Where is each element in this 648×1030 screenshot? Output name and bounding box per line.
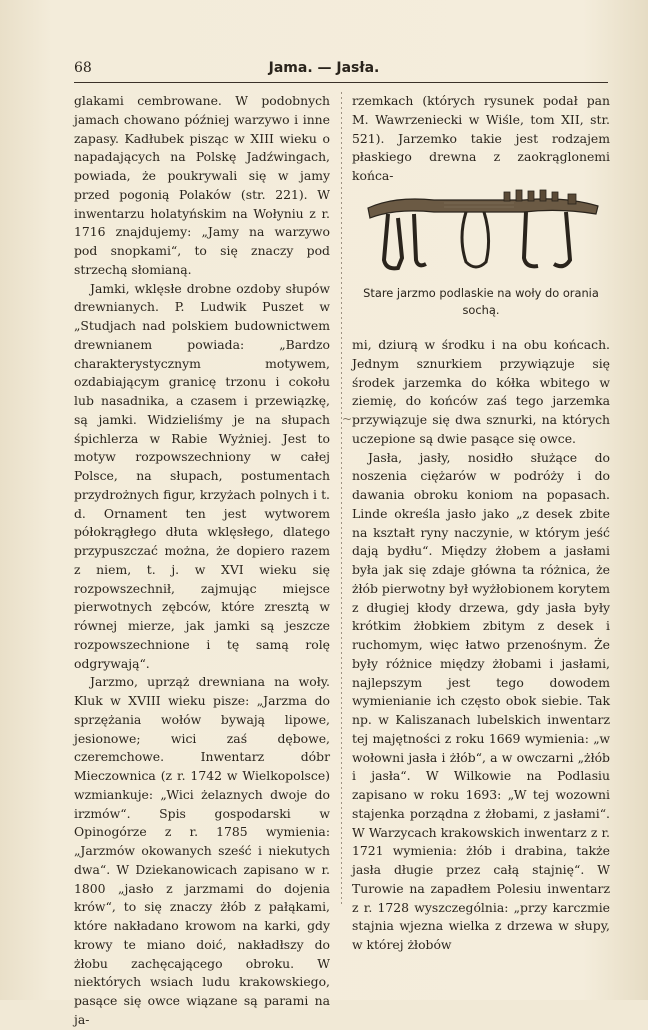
- column-divider: [341, 92, 342, 907]
- yoke-illustration: [354, 178, 608, 274]
- paragraph-jarzmo-end: mi, dziurą w środku i na obu końcach. Jednym sznurkiem przywiązuje się środek jarzemka do kółka wbitego w ziemię, do końców zaś tego jarzemka przywiązuje się dwa sznurki, na których uczepione są dwie pasące się owce.: [352, 337, 610, 446]
- running-title: Jama. — Jasła.: [268, 60, 380, 76]
- paragraph-jarzmo-cont: rzemkach (których rysunek podał pan M. Wawrzeniecki w Wiśle, tom XII, str. 521). Jarzemko takie jest rodzajem płaskiego drewna z zaokrąglonemi końca-: [352, 93, 610, 183]
- page-number: 68: [74, 60, 92, 76]
- margin-mark: ~: [342, 412, 353, 426]
- paragraph-jama-cont: glakami cembrowane. W podobnych jamach chowano później warzywo i inne zapasy. Kadłubek pisząc w XIII wieku o napadających na Polskę Jadźwingach, powiada, że poukrywali się w jamy przed pogonią Polaków (str. 221). W inwentarzu holatyńskim na Wołyniu z r. 1716 znajdujemy: „Jamy na warzywo pod snopkami“, to się znaczy pod strzechą słomianą.: [74, 93, 330, 277]
- paragraph-jarzmo: Jarzmo, uprząż drewniana na woły. Kluk w XVIII wieku pisze: „Jarzma do sprzężania wołów bywają lipowe, jesionowe; wici zaś dębowe, czeremchowe. Inwentarz dóbr Mieczownica (z r. 1742 w Wielkopolsce) wzmiankuje: „Wici żelaznych dwoje do irzmów“. Spis gospodarski w Opinogórze z r. 1785 wymienia: „Jarzmów okowanych sześć i niekutych dwa“. W Dziekanowicach zapisano w r. 1800 „jasło z jarzmami do dojenia krów“, to się znaczy żłób z pałąkami, które nakładano krowom na karki, gdy krowy te miano doić, nakładłszy do żłobu zachęcającego obroku. W niektórych wsiach ludu krakowskiego, pasące się owce wiązane są parami na ja-: [74, 674, 330, 1027]
- right-column: [352, 336, 610, 955]
- figure-caption: Stare jarzmo podlaskie na woły do orania sochą.: [363, 286, 599, 317]
- right-column-top: [352, 92, 610, 186]
- left-column: [74, 92, 330, 1030]
- header-rule: [74, 82, 608, 83]
- paragraph-jamki: Jamki, wklęsłe drobne ozdoby słupów drewnianych. P. Ludwik Puszet w „Studjach nad polskiem budownictwem drewnianem powiada: „Bardzo charakterystycznym motywem, ozdabiającym granicę trzonu i cokołu lub nasadnika, a czasem i przewiązkę, są jamki. Widzieliśmy je na słupach śpichlerza w Rabie Wyżniej. Jest to motyw rozpowszechniony w całej Polsce, na słupach, postumentach przydrożnych figur, krzyżach polnych i t. d. Ornament ten jest wytworem półokrągłego dłuta wklęsłego, dlatego przypuszczać można, że dopiero razem z niem, t. j. w XVI wieku się rozpowszechnił, zajmując miejsce pierwotnych zębców, które zresztą w równej mierze, jak jamki są jeszcze rozpowszechnione i tę samą rolę odgrywają“.: [74, 280, 330, 671]
- paragraph-jasla: Jasła, jasły, nosidło służące do noszenia ciężarów w podróży i do dawania obroku koniom na popasach. Linde określa jasło jako „z desek zbite na kształt ryny naczynie, w którym jeść dają bydłu“. Między żłobem a jasłami była jak się zdaje główna ta różnica, że żłób pierwotny był wyżłobionem korytem z długiej kłody drzewa, gdy jasła były krótkim żłobkiem zbitym z desek i ruchomym, więc łatwo przenośnym. Że były różnice między żłobami i jasłami, najlepszym jest tego dowodem wymienianie ich często obok siebie. Tak np. w Kaliszanach lubelskich inwentarz tej majętności z roku 1669 wymienia: „w wołowni jasła i żłób“, a w owczarni „żłób i jasła“. W Wilkowie na Podlasiu zapisano w roku 1693: „W tej wozowni stajenka porządna z żłobami, z jasłami“. W Warzycach krakowskich inwentarz z r. 1721 wymienia: żłób i drabina, także jasła długie przez całą stajnię“. W Turowie na zapadłem Polesiu inwentarz z r. 1728 wyszczególnia: „przy karczmie stajnia wjezna wielka z drzewa w słupy, w której żłobów: [352, 449, 610, 952]
